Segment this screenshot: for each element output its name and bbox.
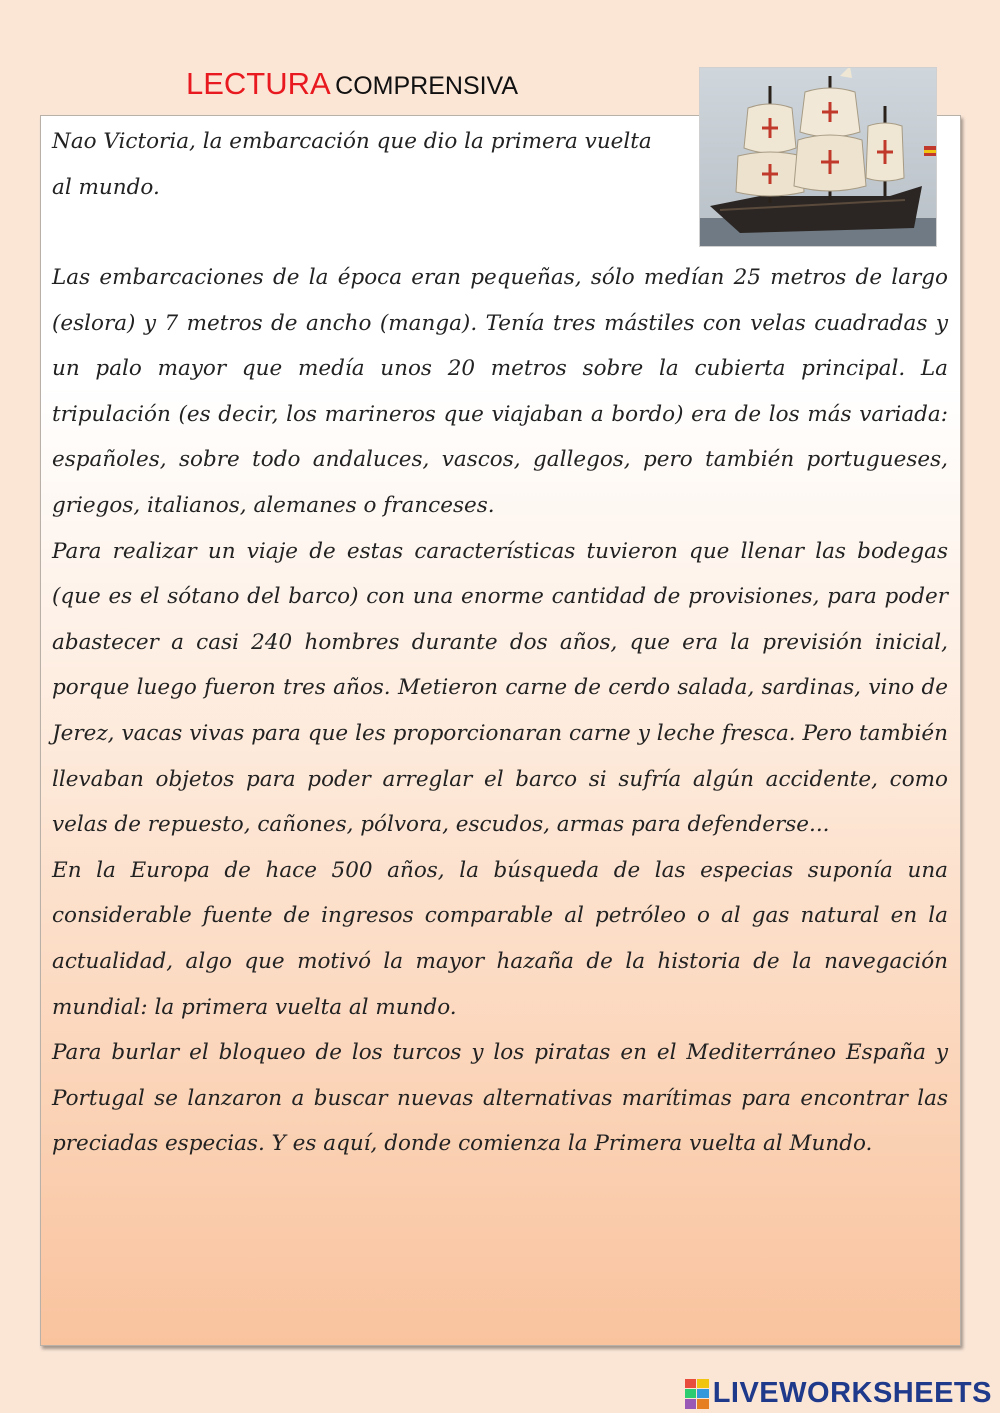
- paragraph-3: En la Europa de hace 500 años, la búsqueda de las especias suponía una considerable fuente de ingresos comparable al petróleo o al gas natural en la actualidad, algo que motivó la mayor hazaña de la historia de la navegación mundial: la primera vuelta al mundo.: [52, 857, 948, 1020]
- liveworksheets-icon: [685, 1379, 709, 1409]
- liveworksheets-brand: LIVEWORKSHEETS: [712, 1377, 992, 1409]
- intro-text: Nao Victoria, la embarcación que dio la primera vuelta al mundo.: [52, 129, 652, 200]
- liveworksheets-logo[interactable]: [685, 1377, 992, 1410]
- page-title: [186, 66, 518, 102]
- paragraph-2: Para realizar un viaje de estas características tuvieron que llenar las bodegas (que es el sótano del barco) con una enorme cantidad de provisiones, para poder abastecer a casi 240 hombres durante dos años, que era la previsión inicial, porque luego fueron tres años. Metieron carne de cerdo salada, sardinas, vino de Jerez, vacas vivas para que les proporcionaran carne y leche fresca. Pero también llevaban objetos para poder arreglar el barco si sufría algún accidente, como velas de repuesto, cañones, pólvora, escudos, armas para defenderse...: [52, 538, 948, 838]
- paragraph-1: Las embarcaciones de la época eran pequeñas, sólo medían 25 metros de largo (eslora) y 7 metros de ancho (manga). Tenía tres mástiles con velas cuadradas y un palo mayor que medía unos 20 metros sobre la cubierta principal. La tripulación (es decir, los marineros que viajaban a bordo) era de los más variada: españoles, sobre todo andaluces, vascos, gallegos, pero también portugueses, griegos, italianos, alemanes o franceses.: [52, 265, 948, 518]
- ship-image: [699, 67, 937, 247]
- reading-body: [52, 255, 948, 1167]
- paragraph-4: Para burlar el bloqueo de los turcos y los piratas en el Mediterráneo España y Portugal se lanzaron a buscar nuevas alternativas marítimas para encontrar las preciadas especias. Y es aquí, donde comienza la Primera vuelta al Mundo.: [52, 1040, 948, 1157]
- ship-illustration: [700, 68, 936, 246]
- title-lectura: LECTURA: [186, 66, 331, 101]
- title-comprensiva: COMPRENSIVA: [335, 72, 519, 100]
